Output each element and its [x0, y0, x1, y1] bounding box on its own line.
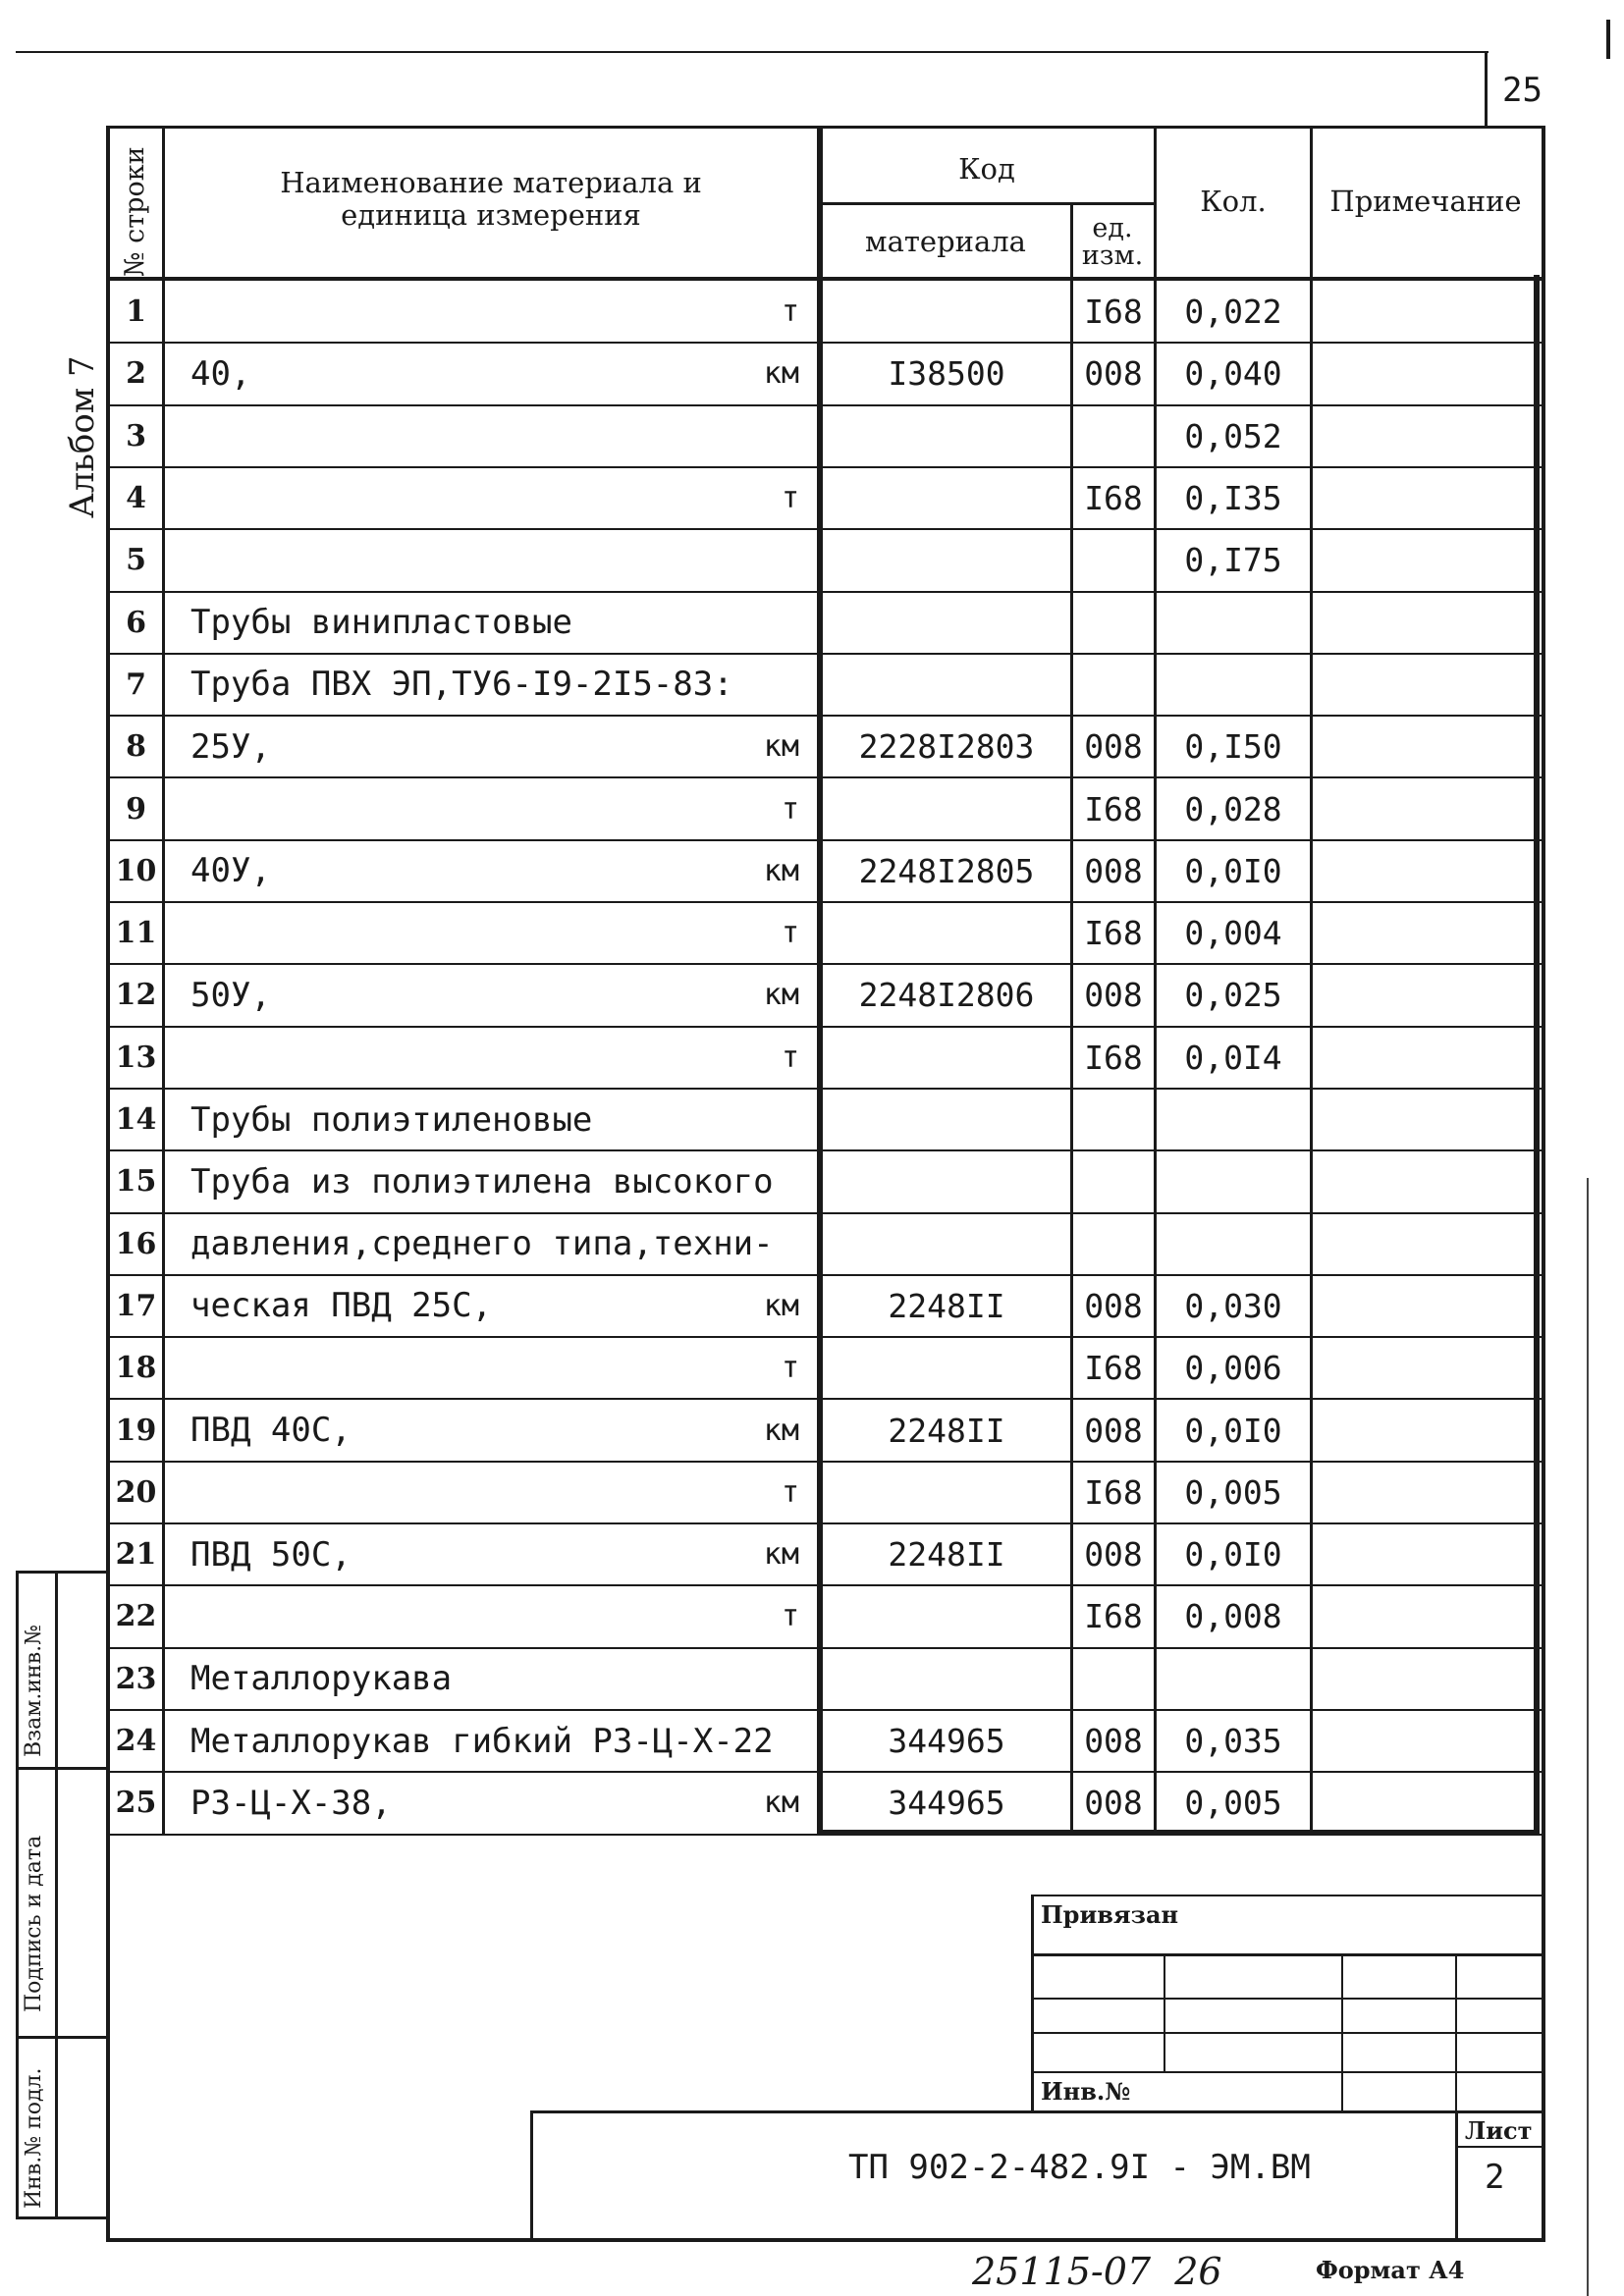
document-code: ТП 902-2-482.9I - ЭМ.ВМ — [848, 2148, 1311, 2187]
unit-of-measure — [638, 654, 799, 716]
unit-code: 008 — [1084, 727, 1143, 767]
unit-code: 008 — [1084, 1784, 1143, 1823]
material-name: Трубы полиэтиленовые — [190, 1099, 593, 1140]
quantity: 0,025 — [1184, 976, 1282, 1015]
material-code: 344965 — [888, 1784, 1005, 1823]
unit-code: 008 — [1084, 851, 1143, 890]
material-code: 2248II — [888, 1411, 1005, 1450]
unit-code: I68 — [1084, 789, 1143, 828]
material-code: 344965 — [888, 1722, 1005, 1761]
unit-of-measure: т — [781, 481, 799, 516]
unit-of-measure — [638, 1213, 799, 1275]
quantity: 0,004 — [1184, 914, 1282, 953]
material-name: ческая ПВД 25С, — [190, 1286, 493, 1326]
unit-code — [1073, 529, 1154, 591]
unit-code: I68 — [1084, 914, 1143, 953]
material-code: 2228I2803 — [858, 727, 1035, 767]
unit-of-measure: км — [763, 729, 799, 765]
unit-code: 008 — [1084, 976, 1143, 1015]
unit-of-measure: т — [781, 294, 799, 330]
unit-of-measure: т — [781, 1040, 799, 1075]
material-code — [823, 467, 1070, 529]
material-code — [823, 1213, 1070, 1275]
privyazan-label: Привязан — [1041, 1900, 1179, 1929]
row-number: 17 — [115, 1288, 157, 1323]
row-number: 7 — [126, 667, 146, 702]
quantity — [1157, 1089, 1310, 1150]
material-code — [823, 1337, 1070, 1399]
handwritten-number: 25115-07 26 — [972, 2250, 1222, 2293]
stamp-podpis: Подпись и дата — [22, 1835, 46, 2012]
unit-of-measure: км — [763, 1537, 799, 1573]
sheet-number: 2 — [1485, 2158, 1505, 2197]
unit-code: I68 — [1084, 1597, 1143, 1636]
unit-code: 008 — [1084, 1535, 1143, 1575]
header-note: Примечание — [1329, 185, 1522, 219]
unit-code: I68 — [1084, 1349, 1143, 1388]
quantity: 0,028 — [1184, 789, 1282, 828]
material-name: 40, — [190, 353, 251, 394]
unit-of-measure — [638, 1710, 799, 1772]
unit-code: I68 — [1084, 1472, 1143, 1512]
material-name: Труба из полиэтилена высокого — [190, 1161, 774, 1201]
row-number: 9 — [126, 791, 146, 827]
quantity: 0,0I4 — [1184, 1038, 1282, 1077]
inv-no-label: Инв.№ — [1041, 2077, 1131, 2106]
unit-of-measure — [638, 405, 799, 467]
material-name: РЗ-Ц-Х-38, — [190, 1783, 392, 1823]
row-number: 10 — [115, 853, 157, 888]
format-label: Формат А4 — [1316, 2256, 1465, 2284]
quantity: 0,052 — [1184, 416, 1282, 455]
header-code-unit: ед. изм. — [1081, 212, 1144, 271]
quantity: 0,005 — [1184, 1472, 1282, 1512]
row-number: 8 — [126, 729, 146, 765]
material-code — [823, 1585, 1070, 1647]
material-code — [823, 529, 1070, 591]
unit-code: 008 — [1084, 354, 1143, 394]
material-code — [823, 1462, 1070, 1523]
material-code — [823, 1027, 1070, 1089]
row-number: 15 — [115, 1164, 157, 1200]
unit-code: I68 — [1084, 479, 1143, 518]
quantity: 0,0I0 — [1184, 1411, 1282, 1450]
material-code: 2248II — [888, 1535, 1005, 1575]
unit-of-measure: т — [781, 1599, 799, 1634]
unit-code: 008 — [1084, 1286, 1143, 1325]
material-code — [823, 1150, 1070, 1212]
row-number: 11 — [115, 916, 157, 951]
material-name: Металлорукав гибкий РЗ-Ц-Х-22 — [190, 1721, 774, 1761]
unit-of-measure — [638, 592, 799, 654]
material-name: 40У, — [190, 851, 271, 891]
quantity: 0,030 — [1184, 1286, 1282, 1325]
quantity: 0,I75 — [1184, 541, 1282, 580]
row-number: 12 — [115, 978, 157, 1013]
unit-of-measure: т — [781, 916, 799, 951]
row-number: 24 — [115, 1724, 157, 1759]
unit-code — [1073, 1150, 1154, 1212]
material-name: ПВД 40С, — [190, 1411, 352, 1451]
quantity — [1157, 1213, 1310, 1275]
row-number: 1 — [126, 294, 146, 330]
header-code-material: материала — [865, 225, 1026, 259]
material-code — [823, 592, 1070, 654]
material-name: давления,среднего типа,техни- — [190, 1224, 774, 1264]
material-code — [823, 902, 1070, 964]
material-code — [823, 281, 1070, 343]
material-name: Труба ПВХ ЭП,ТУ6-I9-2I5-83: — [190, 665, 733, 705]
row-number: 4 — [126, 481, 146, 516]
unit-of-measure: км — [763, 1413, 799, 1448]
unit-code: 008 — [1084, 1411, 1143, 1450]
quantity: 0,035 — [1184, 1722, 1282, 1761]
material-code — [823, 405, 1070, 467]
unit-of-measure: км — [763, 978, 799, 1013]
stamp-vzam: Взам.инв.№ — [22, 1625, 46, 1757]
material-name: 50У, — [190, 975, 271, 1015]
material-name: Трубы винипластовые — [190, 603, 572, 643]
unit-code: I68 — [1084, 293, 1143, 332]
unit-code: I68 — [1084, 1038, 1143, 1077]
unit-code — [1073, 654, 1154, 716]
quantity: 0,006 — [1184, 1349, 1282, 1388]
material-name: Металлорукава — [190, 1659, 453, 1699]
album-label: Альбом 7 — [63, 355, 102, 518]
unit-of-measure: км — [763, 356, 799, 392]
row-number: 2 — [126, 356, 146, 392]
unit-code — [1073, 405, 1154, 467]
row-number: 19 — [115, 1413, 157, 1448]
quantity: 0,022 — [1184, 293, 1282, 332]
unit-code: 008 — [1084, 1722, 1143, 1761]
row-number: 23 — [115, 1661, 157, 1696]
sheet-label: Лист — [1465, 2116, 1533, 2145]
unit-code — [1073, 1213, 1154, 1275]
unit-of-measure: т — [781, 1474, 799, 1510]
quantity — [1157, 1150, 1310, 1212]
row-number: 22 — [115, 1599, 157, 1634]
quantity: 0,040 — [1184, 354, 1282, 394]
unit-of-measure — [638, 1089, 799, 1150]
quantity: 0,005 — [1184, 1784, 1282, 1823]
quantity: 0,0I0 — [1184, 1535, 1282, 1575]
material-code: 2248II — [888, 1286, 1005, 1325]
material-code — [823, 654, 1070, 716]
unit-of-measure — [638, 1648, 799, 1710]
material-code: 2248I2805 — [858, 851, 1035, 890]
material-code — [823, 1648, 1070, 1710]
material-code: I38500 — [888, 354, 1005, 394]
row-number: 3 — [126, 418, 146, 454]
quantity — [1157, 654, 1310, 716]
row-number: 18 — [115, 1351, 157, 1386]
unit-code — [1073, 1648, 1154, 1710]
unit-of-measure: км — [763, 853, 799, 888]
unit-of-measure: т — [781, 1351, 799, 1386]
quantity: 0,0I0 — [1184, 851, 1282, 890]
unit-code — [1073, 1089, 1154, 1150]
row-number: 13 — [115, 1040, 157, 1075]
quantity: 0,I50 — [1184, 727, 1282, 767]
header-row-number: № строки — [120, 146, 150, 277]
row-number: 14 — [115, 1102, 157, 1138]
unit-of-measure: км — [763, 1288, 799, 1323]
unit-of-measure — [638, 529, 799, 591]
quantity — [1157, 592, 1310, 654]
material-name: ПВД 50С, — [190, 1534, 352, 1575]
page-number: 25 — [1502, 71, 1543, 110]
header-name: Наименование материала и единица измерения — [280, 166, 702, 233]
material-name: 25У, — [190, 726, 271, 767]
quantity: 0,I35 — [1184, 479, 1282, 518]
row-number: 25 — [115, 1786, 157, 1821]
row-number: 6 — [126, 605, 146, 640]
unit-of-measure: км — [763, 1786, 799, 1821]
stamp-inv-podl: Инв.№ подл. — [22, 2067, 46, 2209]
quantity — [1157, 1648, 1310, 1710]
header-qty: Кол. — [1200, 185, 1267, 219]
material-code — [823, 777, 1070, 839]
quantity: 0,008 — [1184, 1597, 1282, 1636]
header-code-group: Код — [958, 152, 1015, 187]
unit-of-measure: т — [781, 791, 799, 827]
row-number: 21 — [115, 1537, 157, 1573]
row-number: 5 — [126, 543, 146, 578]
row-number: 20 — [115, 1474, 157, 1510]
row-number: 16 — [115, 1226, 157, 1261]
unit-code — [1073, 592, 1154, 654]
unit-of-measure — [638, 1150, 799, 1212]
material-code: 2248I2806 — [858, 976, 1035, 1015]
material-code — [823, 1089, 1070, 1150]
